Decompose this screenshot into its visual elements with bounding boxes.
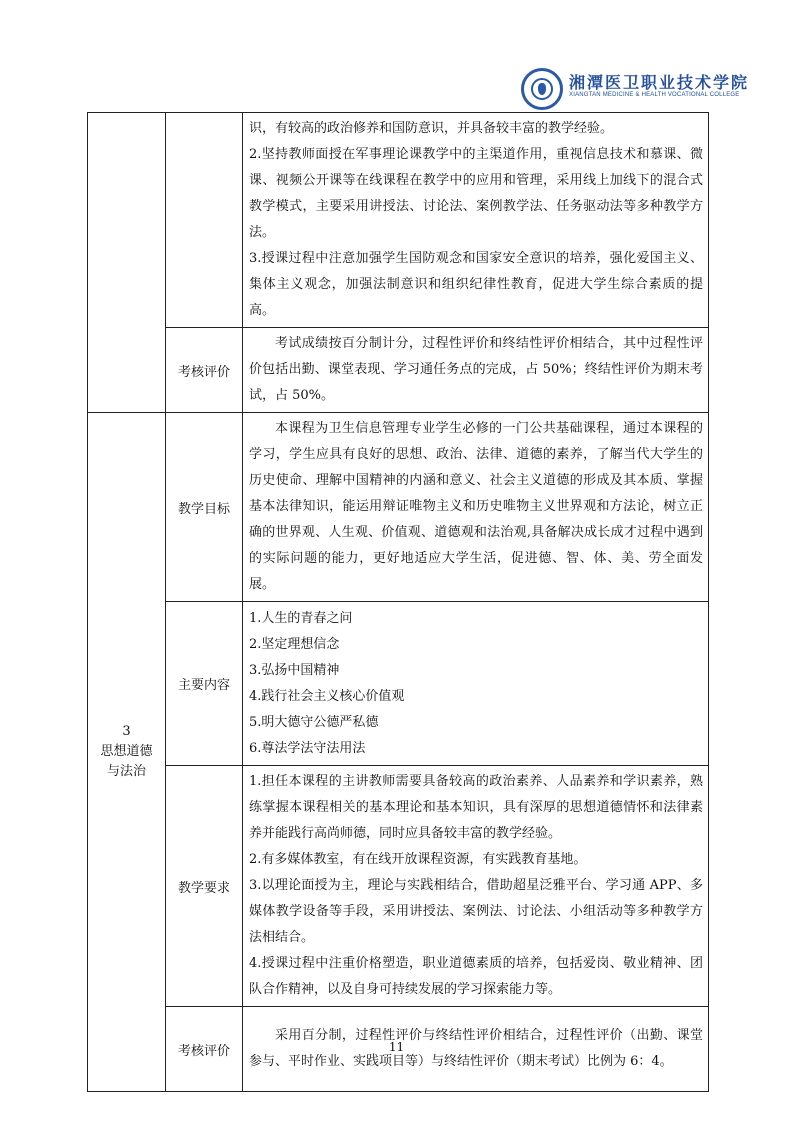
table-row [88, 328, 709, 413]
list-item: 1.人生的青春之问 [249, 610, 353, 626]
objective-text: 本课程为卫生信息管理专业学生必修的一门公共基础课程，通过本课程的学习，学生应具有良好的思想、政治、法律、道德的素养，了解当代大学生的历史使命、理解中国精神的内涵和意义、社会主义道德的形成及其本质、掌握基本法律知识，能运用辩证唯物主义和历史唯物主义世界观和方法论，树立正确的世界观、人生观、价值观、道德观和法治观,具备解决成长成才过程中遇到的实际问题的能力，更好地适应大学生活，促进德、智、体、美、劳全面发展。 [249, 421, 703, 592]
prev-assessment-label: 考核评价 [166, 328, 243, 413]
requirement-line: 4.授课过程中注重价格塑造，职业道德素质的培养，包括爱岗、敬业精神、团队合作精神，以及自身可持续发展的学习探索能力等。 [249, 956, 703, 997]
course-name-cell [88, 413, 166, 1092]
college-seal-icon [521, 68, 563, 110]
college-name-cn: 湘潭医卫职业技术学院 [569, 73, 750, 92]
content-cell [243, 602, 709, 766]
prev-requirement-line: 3.授课过程中注意加强学生国防观念和国家安全意识的培养，强化爱国主义、集体主义观念，加强法制意识和组织纪律性教育，促进大学生综合素质的提高。 [249, 251, 703, 318]
table-row [88, 602, 709, 766]
page-number: 11 [388, 1040, 405, 1054]
curriculum-table [87, 112, 709, 1092]
prev-requirement-cell [243, 113, 709, 328]
college-name-en: XIANGTAN MEDICINE & HEALTH VOCATIONAL COLLEGE [569, 92, 740, 98]
list-item: 2.坚定理想信念 [249, 636, 340, 652]
requirement-line: 3.以理论面授为主，理论与实践相结合，借助超星泛雅平台、学习通 APP、多媒体教学设备等手段，采用讲授法、案例法、讨论法、小组活动等多种教学方法相结合。 [249, 878, 703, 945]
objective-cell [243, 413, 709, 602]
prev-category-cell [166, 113, 243, 328]
requirement-label: 教学要求 [166, 766, 243, 1007]
college-logo [521, 68, 750, 112]
list-item: 5.明大德守公德严私德 [249, 714, 379, 730]
prev-assessment-text: 考试成绩按百分制计分，过程性评价和终结性评价相结合，其中过程性评价包括出勤、课堂表现、学习通任务点的完成，占 50%；终结性评价为期末考试，占 50%。 [249, 336, 703, 403]
assessment-label: 考核评价 [166, 1007, 243, 1092]
prev-requirement-line: 2.坚持教师面授在军事理论课教学中的主渠道作用，重视信息技术和慕课、微课、视频公开课等在线课程在教学中的应用和管理，采用线上加线下的混合式教学模式，主要采用讲授法、讨论法、案例教学法、任务驱动法等多种教学方法。 [249, 147, 703, 240]
assessment-text: 采用百分制，过程性评价与终结性评价相结合，过程性评价（出勤、课堂参与、平时作业、实践项目等）与终结性评价（期末考试）比例为 6：4。 [249, 1028, 703, 1069]
table-row [88, 766, 709, 1007]
prev-requirement-line: 识，有较高的政治修养和国防意识，并具备较丰富的教学经验。 [249, 121, 614, 136]
list-item: 6.尊法学法守法用法 [249, 740, 366, 756]
prev-assessment-cell [243, 328, 709, 413]
objective-label: 教学目标 [166, 413, 243, 602]
requirement-line: 2.有多媒体教室，有在线开放课程资源，有实践教育基地。 [249, 852, 587, 867]
table-row [88, 413, 709, 602]
content-label: 主要内容 [166, 602, 243, 766]
prev-course-cell [88, 113, 166, 413]
course-number: 3 [122, 724, 131, 739]
requirement-cell [243, 766, 709, 1007]
list-item: 4.践行社会主义核心价值观 [249, 688, 405, 704]
requirement-line: 1.担任本课程的主讲教师需要具备较高的政治素养、人品素养和学识素养，熟练掌握本课程相关的基本理论和基本知识，具有深厚的思想道德情怀和法律素养并能践行高尚师德，同时应具备较丰富的教学经验。 [249, 774, 703, 841]
course-name-line1: 思想道德 [100, 744, 153, 759]
list-item: 3.弘扬中国精神 [249, 662, 340, 678]
course-name-line2: 与法治 [106, 764, 146, 779]
table-row [88, 113, 709, 328]
